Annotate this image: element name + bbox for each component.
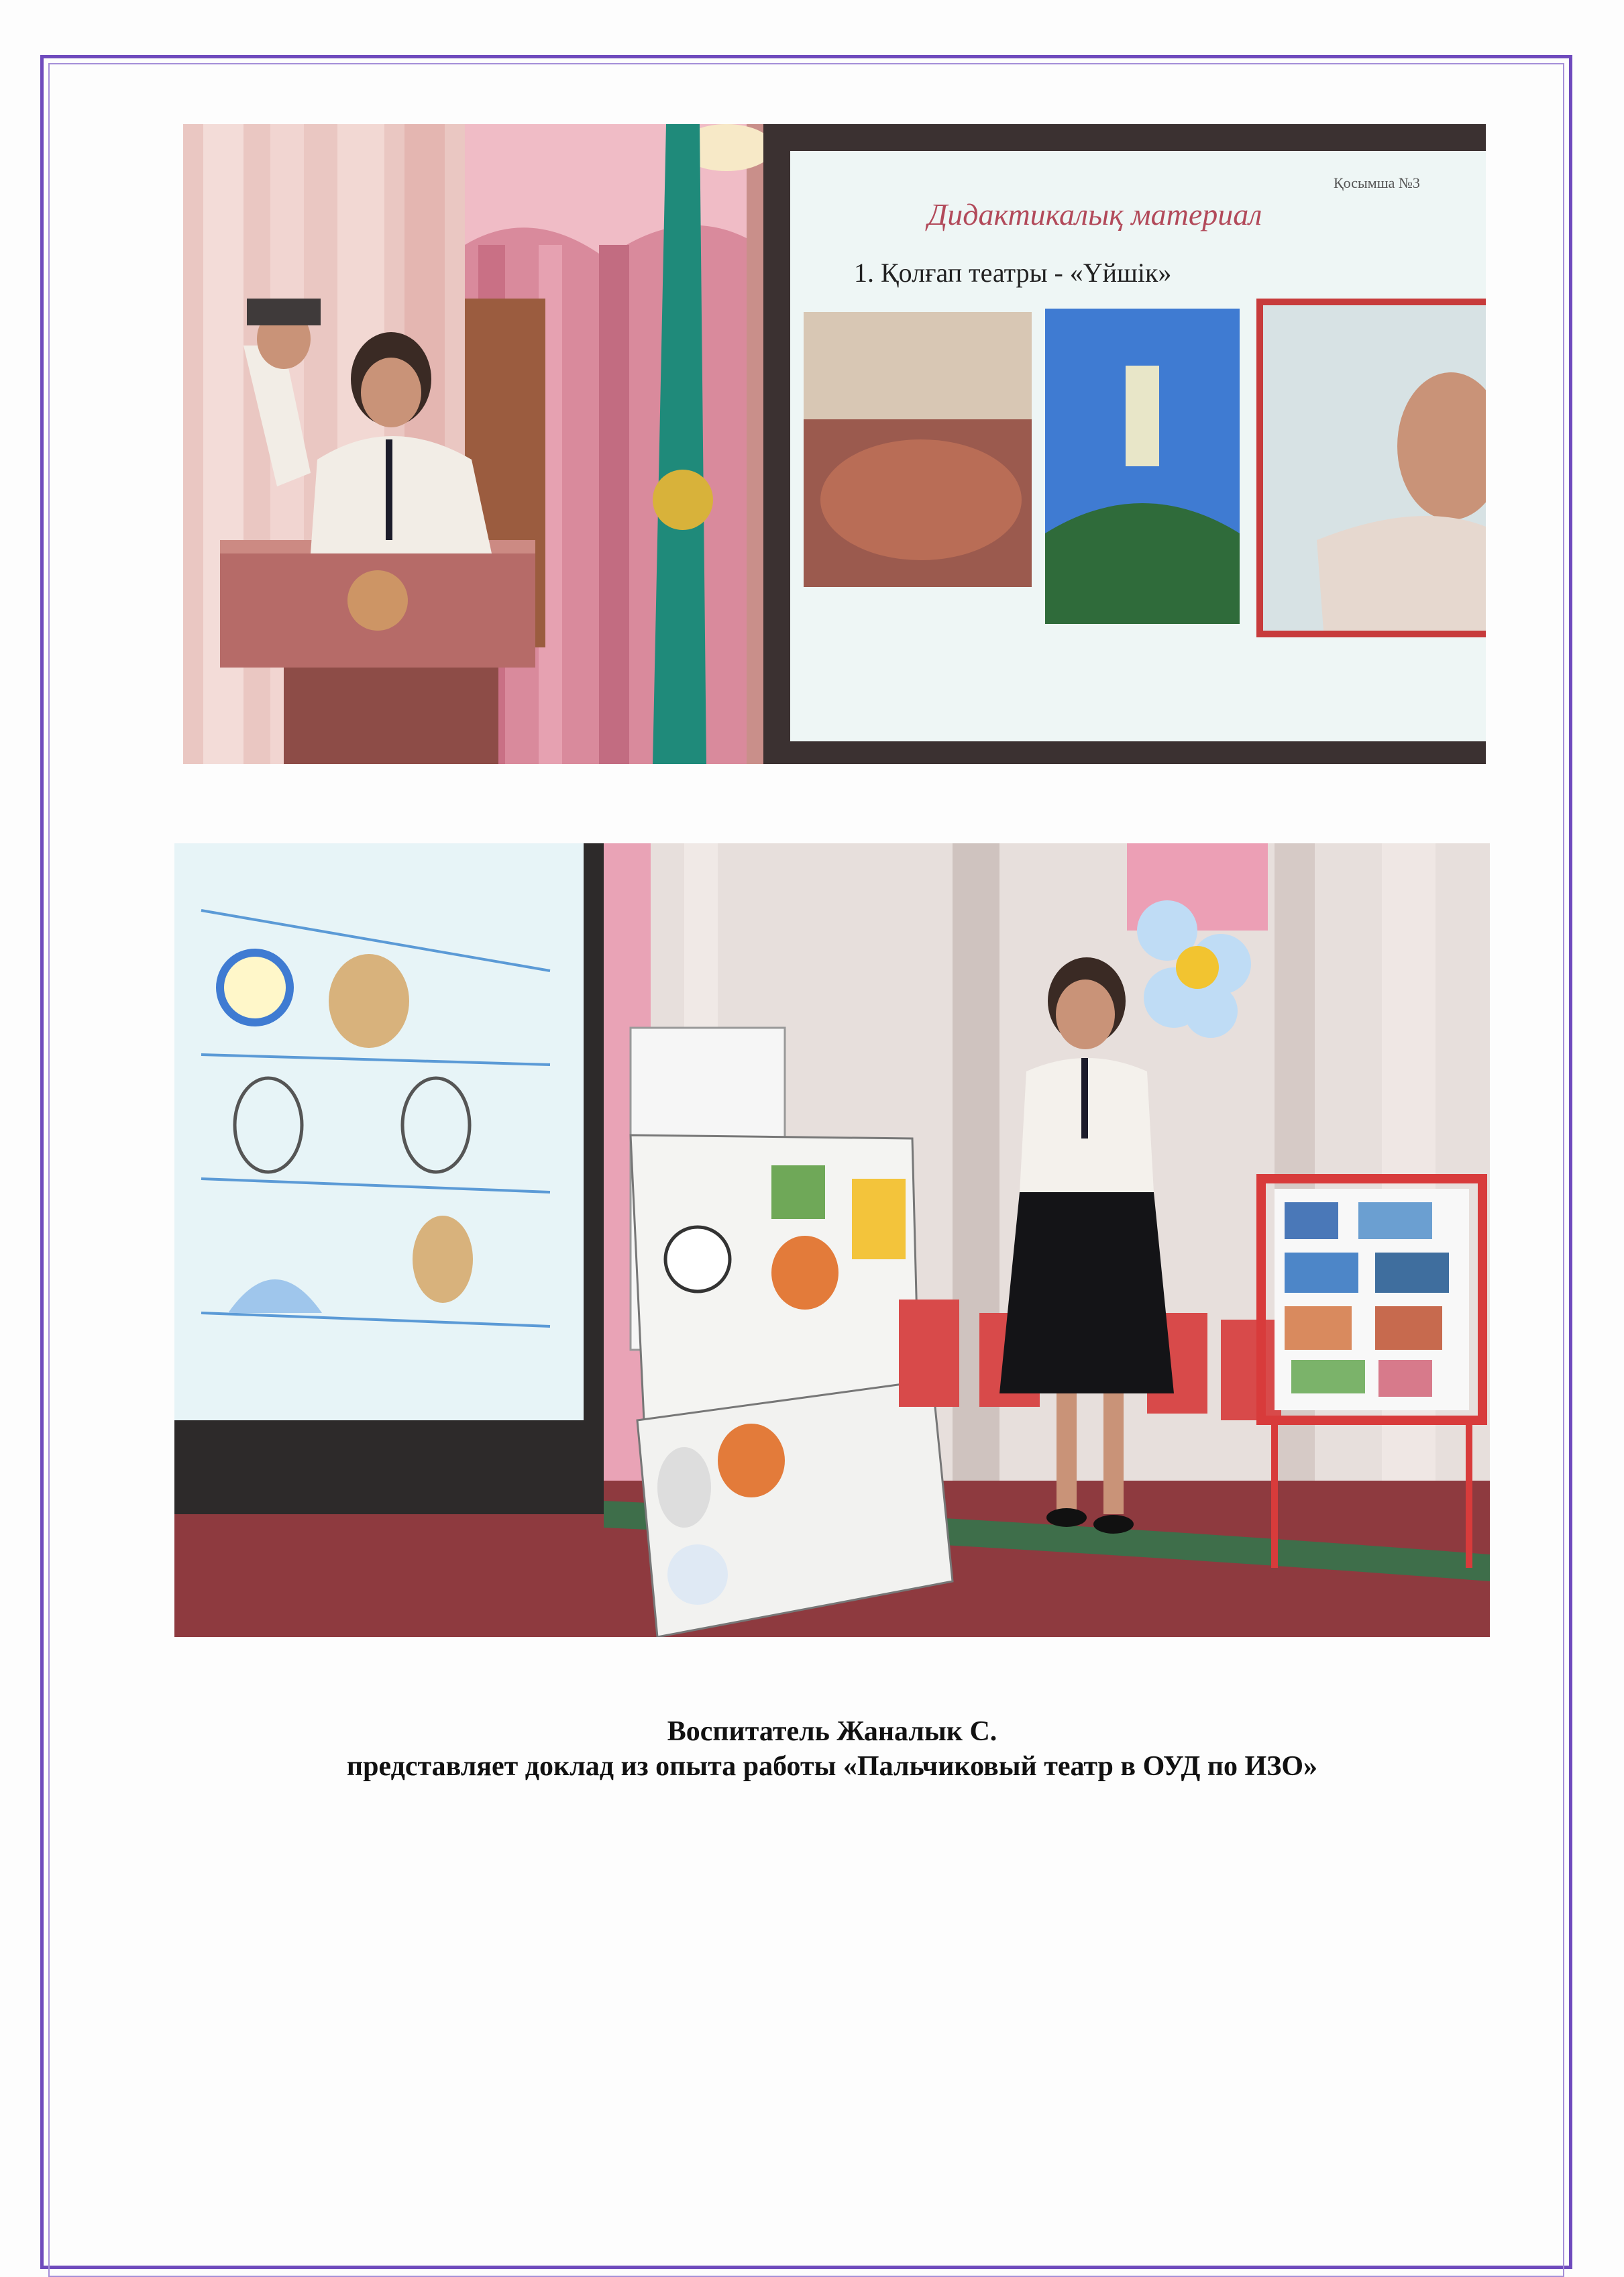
photo-caption (174, 1714, 1490, 1784)
slide-corner-label: Қосымша №3 (1334, 174, 1420, 191)
caption-line-2: представляет доклад из опыта работы «Пальчиковый театр в ОУД по ИЗО» (346, 1751, 1318, 1782)
photo-presenter-boards (174, 843, 1490, 1637)
caption-line-1: Воспитатель Жаналык С. (667, 1716, 997, 1747)
slide-title: Дидактикалық материал (928, 197, 1262, 231)
slide-subtitle: 1. Қолғап театры - «Үйшік» (854, 258, 1172, 288)
photo-presenter-podium (183, 124, 1486, 764)
